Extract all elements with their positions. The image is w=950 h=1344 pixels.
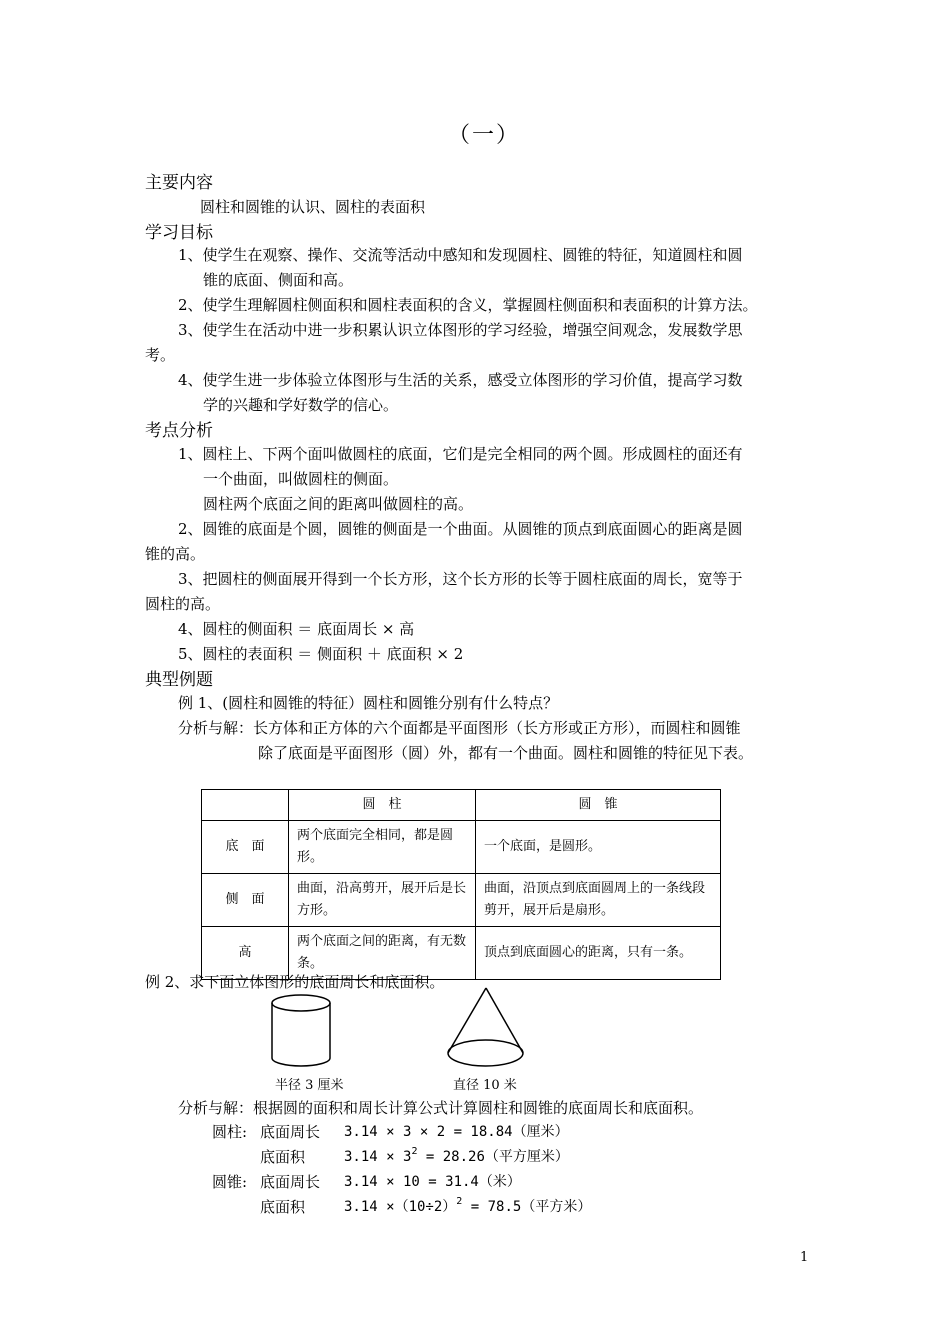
- cone-label: 圆锥:: [212, 1173, 248, 1191]
- table-cell: 顶点到底面圆心的距离，只有一条。: [476, 927, 721, 980]
- cylinder-label: 圆柱:: [212, 1123, 248, 1141]
- goal-2-line-1: 2、使学生理解圆柱侧面积和圆柱表面积的含义，掌握圆柱侧面积和表面积的计算方法。: [178, 296, 758, 314]
- goal-3-line-2: 考。: [145, 346, 176, 364]
- example-1-question: 例 1、(圆柱和圆锥的特征）圆柱和圆锥分别有什么特点？: [178, 694, 559, 712]
- point-4: 4、圆柱的侧面积 ＝ 底面周长 × 高: [178, 620, 415, 638]
- table-header-cell: [202, 790, 289, 821]
- example-2-question: 例 2、求下面立体图形的底面周长和底面积。: [145, 973, 445, 991]
- comparison-table: [201, 789, 721, 980]
- table-row: [202, 821, 721, 874]
- cone-perimeter-calc: 3.14 × 10 = 31.4（米）: [344, 1174, 521, 1190]
- cone-area-label: 底面积: [260, 1198, 306, 1216]
- cone-figure: [442, 984, 528, 1072]
- point-2-line-2: 锥的高。: [145, 545, 206, 563]
- cone-area-calc: $3.14 \times(10\div 2)^2 = 78.5$（平方米）: [344, 1196, 592, 1215]
- goal-4-line-2: 学的兴趣和学好数学的信心。: [203, 396, 399, 414]
- table-cell: 一个底面，是圆形。: [476, 821, 721, 874]
- example-2-answer: 分析与解：根据圆的面积和周长计算公式计算圆柱和圆锥的底面周长和底面积。: [178, 1099, 704, 1117]
- point-2-line-1: 2、圆锥的底面是个圆，圆锥的侧面是一个曲面。从圆锥的顶点到底面圆心的距离是圆: [178, 520, 743, 538]
- table-cell: 两个底面完全相同，都是圆形。: [289, 821, 476, 874]
- point-5: 5、圆柱的表面积 ＝ 侧面积 ＋ 底面积 × 2: [178, 645, 464, 663]
- goal-1-line-2: 锥的底面、侧面和高。: [203, 271, 354, 289]
- page-title: （一）: [448, 123, 521, 148]
- goal-4-line-1: 4、使学生进一步体验立体图形与生活的关系，感受立体图形的学习价值，提高学习数: [178, 371, 743, 389]
- table-header-row: [202, 790, 721, 821]
- cone-caption: 直径 10 米: [453, 1078, 517, 1093]
- heading-key-points: 考点分析: [145, 421, 213, 441]
- table-header-cell: 圆 锥: [476, 790, 721, 821]
- heading-examples: 典型例题: [145, 670, 213, 690]
- heading-learning-goals: 学习目标: [145, 223, 213, 243]
- table-cell: 侧 面: [202, 874, 289, 927]
- goal-1-line-1: 1、使学生在观察、操作、交流等活动中感知和发现圆柱、圆锥的特征，知道圆柱和圆: [178, 246, 743, 264]
- example-1-answer-line-2: 除了底面是平面图形（圆）外，都有一个曲面。圆柱和圆锥的特征见下表。: [258, 744, 754, 762]
- point-3-line-2: 圆柱的高。: [145, 595, 221, 613]
- main-content-text: 圆柱和圆锥的认识、圆柱的表面积: [200, 198, 426, 216]
- cylinder-perimeter-calc: 3.14 × 3 × 2 = 18.84（厘米）: [344, 1124, 569, 1140]
- table-cell: 高: [202, 927, 289, 980]
- cylinder-area-label: 底面积: [260, 1148, 306, 1166]
- cylinder-caption: 半径 3 厘米: [275, 1078, 344, 1093]
- cylinder-perimeter-label: 底面周长: [260, 1123, 321, 1141]
- goal-3-line-1: 3、使学生在活动中进一步积累认识立体图形的学习经验，增强空间观念，发展数学思: [178, 321, 743, 339]
- heading-main-content: 主要内容: [145, 173, 213, 193]
- page-number: 1: [800, 1250, 809, 1265]
- table-cell: 底 面: [202, 821, 289, 874]
- cone-perimeter-label: 底面周长: [260, 1173, 321, 1191]
- cylinder-area-calc: $3.14 \times 3^2 = 28.26$（平方厘米）: [344, 1146, 569, 1165]
- point-1-line-1: 1、圆柱上、下两个面叫做圆柱的底面，它们是完全相同的两个圆。形成圆柱的面还有: [178, 445, 743, 463]
- point-1-line-3: 圆柱两个底面之间的距离叫做圆柱的高。: [203, 495, 474, 513]
- point-3-line-1: 3、把圆柱的侧面展开得到一个长方形，这个长方形的长等于圆柱底面的周长，宽等于: [178, 570, 743, 588]
- example-1-answer-line-1: 分析与解：长方体和正方体的六个面都是平面图形（长方形或正方形），而圆柱和圆锥: [178, 719, 741, 737]
- table-cell: 曲面，沿高剪开，展开后是长方形。: [289, 874, 476, 927]
- cylinder-figure: [268, 992, 334, 1072]
- table-cell: 曲面，沿顶点到底面圆周上的一条线段剪开，展开后是扇形。: [476, 874, 721, 927]
- table-header-cell: 圆 柱: [289, 790, 476, 821]
- table-cell: 两个底面之间的距离，有无数条。: [289, 927, 476, 980]
- point-1-line-2: 一个曲面，叫做圆柱的侧面。: [203, 470, 399, 488]
- table-row: [202, 874, 721, 927]
